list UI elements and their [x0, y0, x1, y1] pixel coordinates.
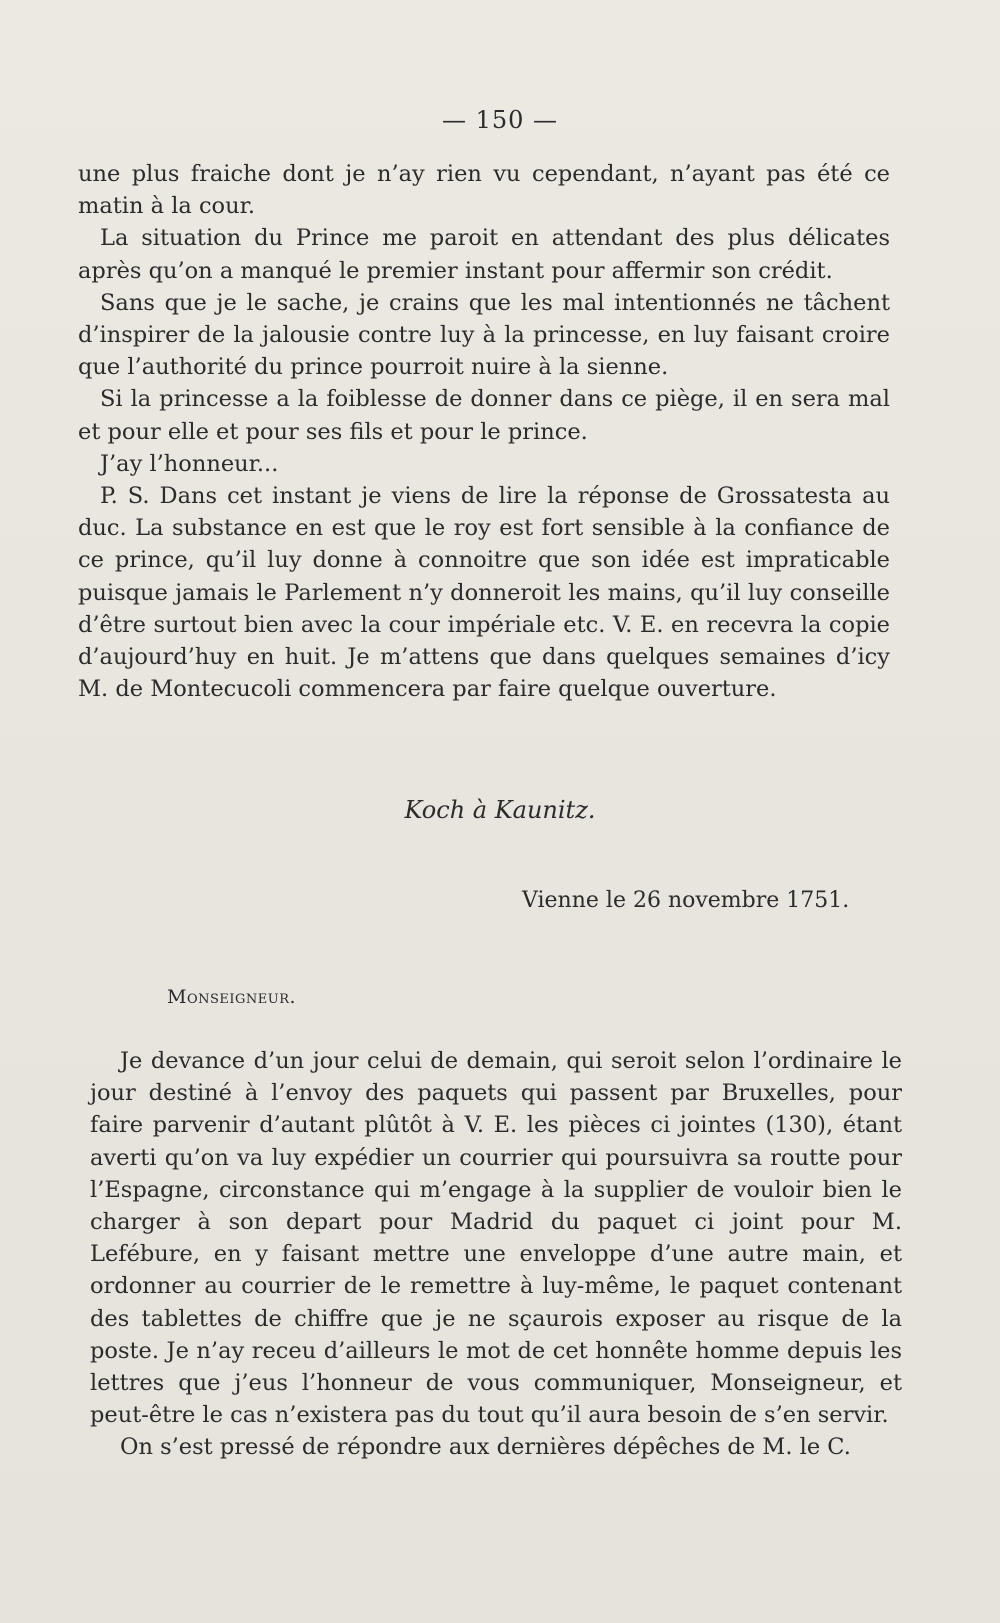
- paragraph: Si la princesse a la foiblesse de donner dans ce piège, il en sera mal et pour elle et pour ses fils et pour le prince.: [78, 386, 890, 445]
- paragraph: Je devance d’un jour celui de demain, qui seroit selon l’ordinaire le jour destiné à l’envoy des paquets qui passent par Bruxelles, pour faire parvenir d’autant plûtôt à V. E. les pièces ci jointes (130), étant averti qu’on va luy expédier un courrier qui poursuivra sa routte pour l’Espagne, circonstance qui m’engage à la supplier de vouloir bien le charger à son depart pour Madrid du paquet ci joint pour M. Lefébure, en y faisant mettre une enveloppe d’une autre main, et ordonner au courrier de le remettre à luy-même, le paquet contenant des tablettes de chiffre que je ne sçaurois exposer au risque de la poste. Je n’ay receu d’ailleurs le mot de cet honnête homme depuis les lettres que j’eus l’honneur de vous communiquer, Monseigneur, et peut-être le cas n’existera pas du tout qu’il aura besoin de s’en servir.: [90, 1048, 902, 1429]
- letter-body: [90, 1045, 902, 1464]
- text-block-top: [78, 158, 890, 705]
- paragraph: une plus fraiche dont je n’ay rien vu cependant, n’ayant pas été ce matin à la cour.: [78, 161, 890, 220]
- postscript-paragraph: P. S. Dans cet instant je viens de lire la réponse de Grossatesta au duc. La substance en est que le roy est fort sensible à la confiance de ce prince, qu’il luy donne à connoitre que son idée est impraticable puisque jamais le Parlement n’y donneroit les mains, qu’il luy conseille d’être surtout bien avec la cour impériale etc. V. E. en recevra la copie d’aujourd’huy en huit. Je m’attens que dans quelques semaines d’icy M. de Montecucoli commencera par faire quelque ouverture.: [78, 483, 890, 703]
- paragraph: La situation du Prince me paroit en attendant des plus délicates après qu’on a manqué le premier instant pour affermir son crédit.: [78, 225, 890, 284]
- page-number: — 150 —: [441, 106, 559, 134]
- letter-heading: Koch à Kaunitz.: [404, 796, 596, 824]
- paragraph: On s’est pressé de répondre aux dernières dépêches de M. le C.: [120, 1434, 851, 1461]
- paragraph: Sans que je le sache, je crains que les mal intentionnés ne tâchent d’inspirer de la jalousie contre luy à la princesse, en luy faisant croire que l’authorité du prince pourroit nuire à la sienne.: [78, 289, 890, 381]
- paragraph: J’ay l’honneur...: [100, 450, 279, 477]
- letter-salutation: Monseigneur.: [167, 986, 297, 1008]
- letter-dateline: Vienne le 26 novembre 1751.: [522, 888, 850, 913]
